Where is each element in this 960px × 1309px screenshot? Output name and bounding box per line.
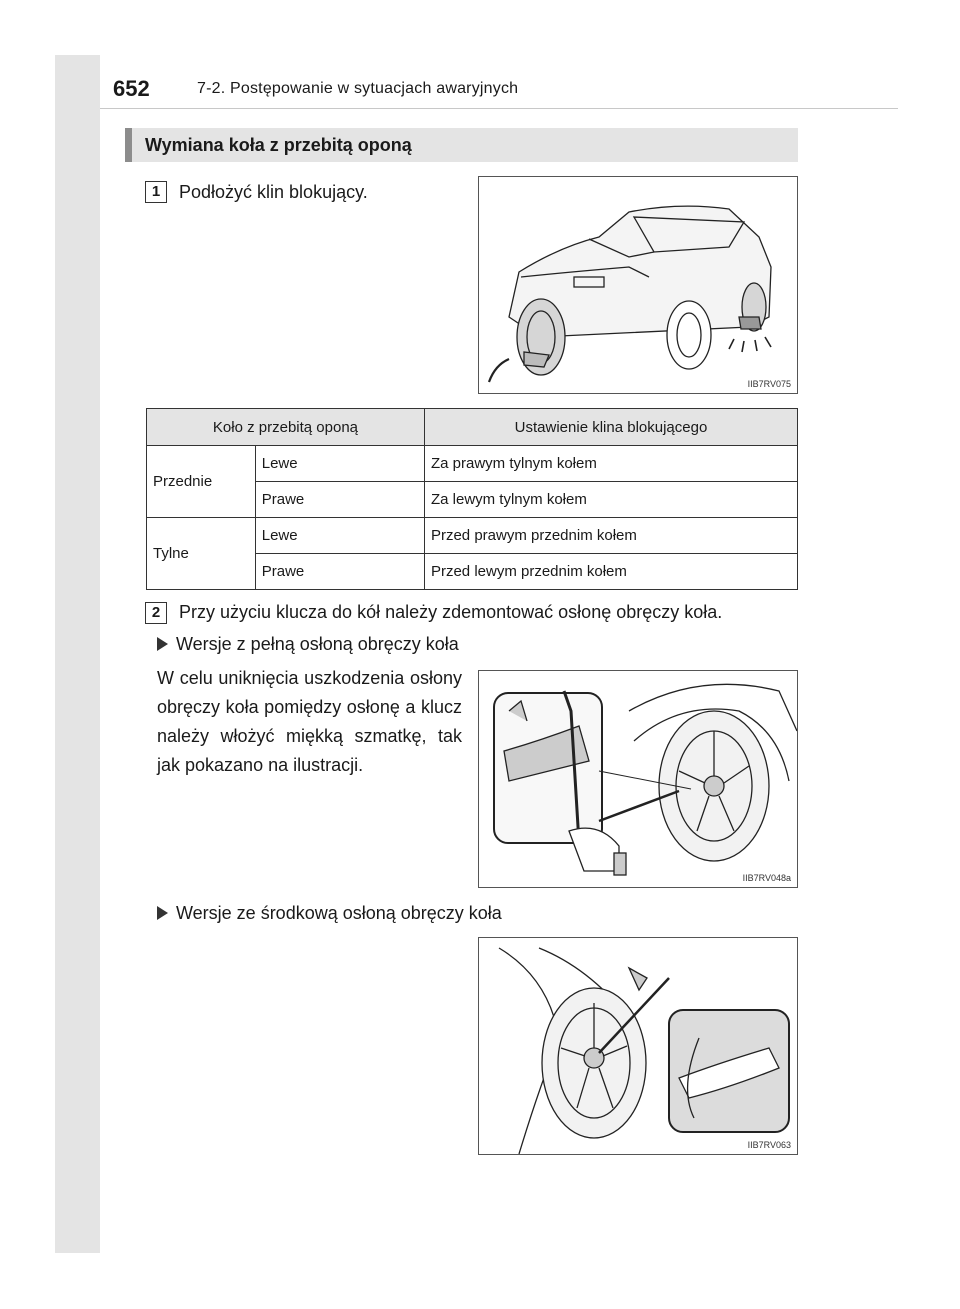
section-title: Wymiana koła z przebitą oponą — [145, 135, 412, 155]
bullet-center-cover — [157, 903, 502, 924]
chapter-title: 7-2. Postępowanie w sytuacjach awaryjnych — [197, 80, 519, 97]
step-2-badge: 2 — [145, 602, 167, 624]
table-row — [147, 518, 798, 554]
instruction-paragraph: W celu uniknięcia uszkodzenia osłony obręczy koła pomiędzy osłonę a klucz należy włożyć miękką szmatkę, tak jak pokazano na ilustracji. — [157, 668, 462, 775]
step-1-badge: 1 — [145, 181, 167, 203]
table-header-row — [147, 409, 798, 446]
page-number: 652 — [113, 76, 150, 101]
bullet-text: Wersje ze środkową osłoną obręczy koła — [176, 903, 502, 923]
table-group-cell: Tylne — [147, 518, 256, 590]
table-cell: Za lewym tylnym kołem — [424, 482, 797, 518]
step-2-text: Przy użyciu klucza do kół należy zdemontować osłonę obręczy koła. — [179, 602, 723, 622]
chock-placement-table — [146, 408, 798, 590]
figure-code: IIB7RV048a — [742, 873, 791, 883]
table-cell: Za prawym tylnym kołem — [424, 446, 797, 482]
header-divider — [100, 108, 898, 109]
table-header-cell: Koło z przebitą oponą — [147, 409, 425, 446]
figure-code: IIB7RV063 — [747, 1140, 791, 1150]
center-cover-illustration — [478, 937, 798, 1155]
bullet-text: Wersje z pełną osłoną obręczy koła — [176, 634, 459, 654]
full-cover-illustration — [478, 670, 798, 888]
table-cell: Przed lewym przednim kołem — [424, 554, 797, 590]
triangle-bullet-icon — [157, 637, 168, 651]
table-header-cell: Ustawienie klina blokującego — [424, 409, 797, 446]
table-row — [147, 446, 798, 482]
table-cell: Lewe — [255, 446, 424, 482]
table-cell: Prawe — [255, 482, 424, 518]
step-1-text: Podłożyć klin blokujący. — [179, 182, 368, 202]
table-cell: Przed prawym przednim kołem — [424, 518, 797, 554]
figure-code: IIB7RV075 — [747, 379, 791, 389]
side-tab-bar — [55, 55, 100, 1253]
bullet-full-cover — [157, 634, 459, 655]
table-group-cell: Przednie — [147, 446, 256, 518]
triangle-bullet-icon — [157, 906, 168, 920]
table-cell: Prawe — [255, 554, 424, 590]
section-heading — [125, 128, 798, 162]
chock-illustration — [478, 176, 798, 394]
table-cell: Lewe — [255, 518, 424, 554]
